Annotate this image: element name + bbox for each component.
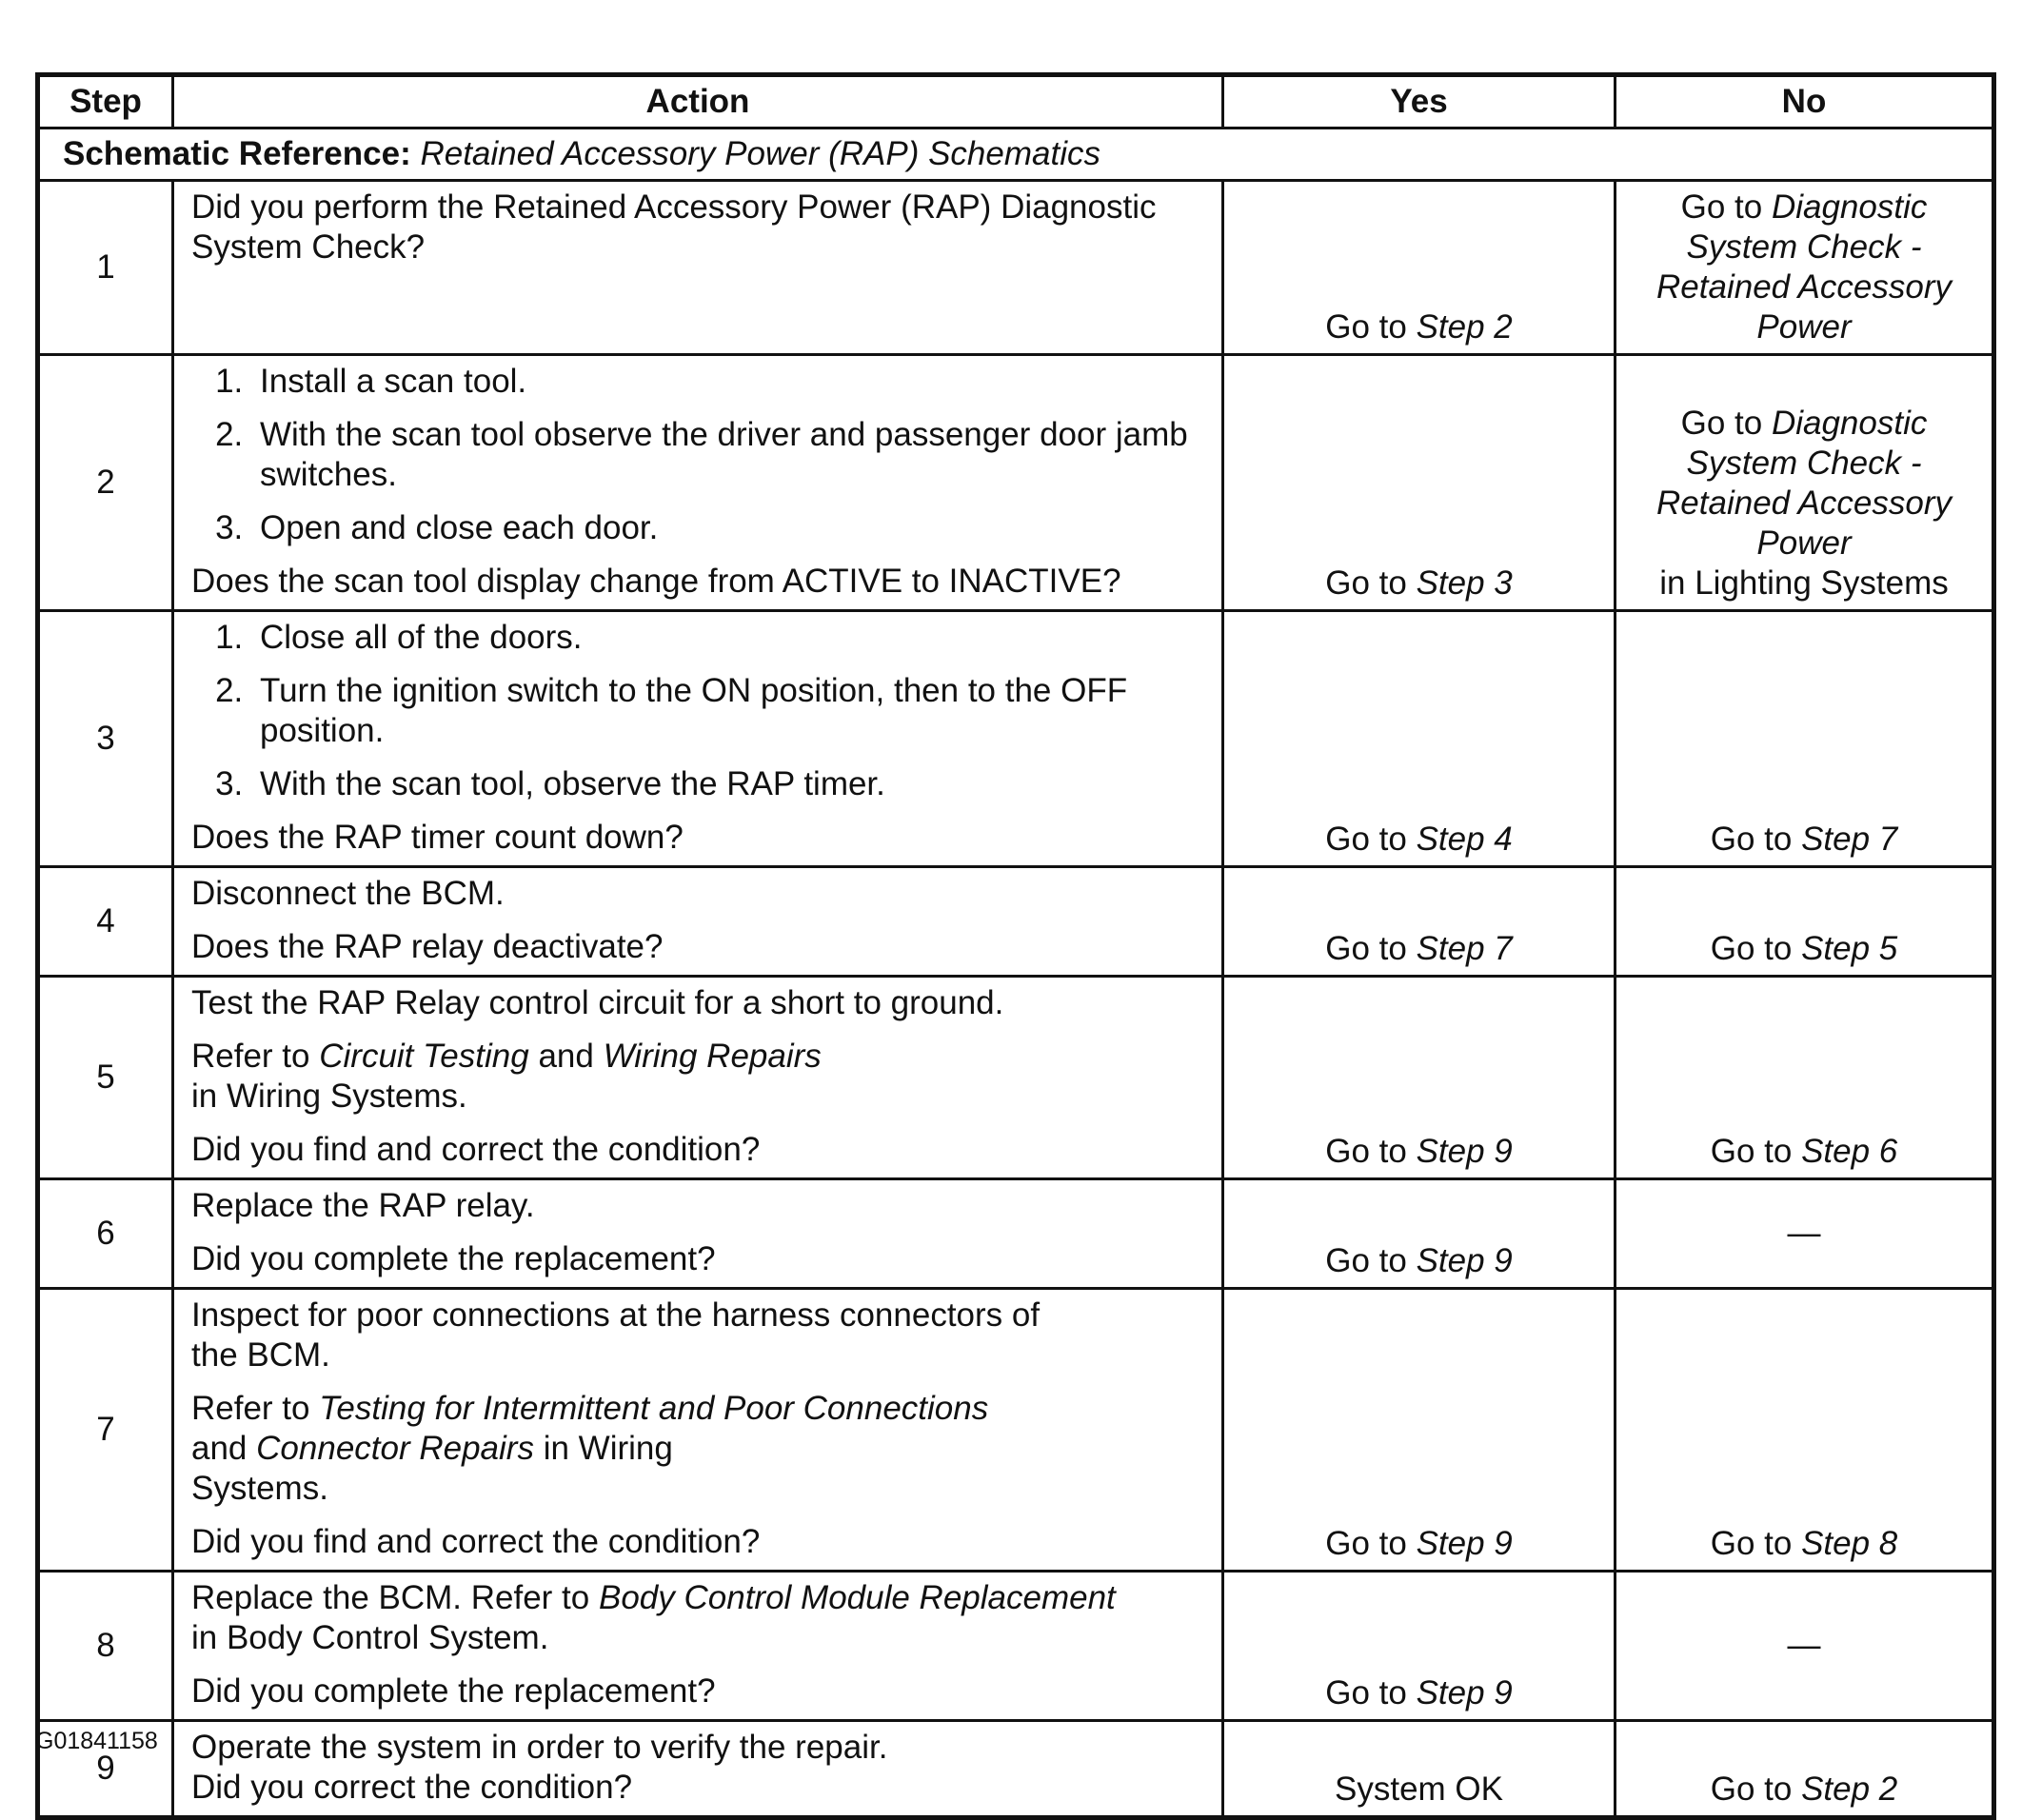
no-prefix: Go to — [1680, 188, 1763, 226]
yes-step-link[interactable]: Step 3 — [1416, 564, 1513, 602]
no-link[interactable]: Power — [1756, 524, 1852, 562]
no-link[interactable]: System Check - — [1686, 228, 1922, 266]
schematic-reference-row — [38, 129, 1994, 181]
refer-suffix: in Wiring Systems. — [191, 1078, 467, 1115]
yes-cell — [1223, 355, 1616, 611]
action-text-suffix: in Body Control System. — [191, 1619, 549, 1656]
no-cell — [1616, 1289, 1994, 1572]
refer-link-circuit-testing[interactable]: Circuit Testing — [319, 1038, 529, 1075]
action-text: Operate the system in order to verify the repair. — [191, 1729, 888, 1766]
header-step: Step — [38, 75, 173, 129]
figure-id: G01841158 — [35, 1728, 158, 1754]
no-step-link[interactable]: Step 8 — [1801, 1525, 1898, 1562]
action-steps-list — [191, 618, 1208, 804]
yes-prefix: Go to — [1325, 821, 1407, 858]
no-prefix: Go to — [1710, 930, 1793, 967]
yes-cell — [1223, 1572, 1616, 1721]
step-number: 5 — [38, 977, 173, 1179]
action-question: Did you find and correct the condition? — [191, 1523, 761, 1560]
action-question: Did you complete the replacement? — [191, 1672, 716, 1710]
no-cell — [1616, 977, 1994, 1179]
yes-prefix: Go to — [1325, 1525, 1407, 1562]
action-step-item: 1. Install a scan tool. — [252, 362, 1208, 402]
no-link[interactable]: Retained Accessory — [1656, 268, 1952, 306]
yes-prefix: Go to — [1325, 564, 1407, 602]
yes-step-link[interactable]: Step 9 — [1416, 1133, 1513, 1170]
action-question: Does the scan tool display change from ACTIVE to INACTIVE? — [191, 563, 1121, 600]
yes-prefix: Go to — [1325, 930, 1407, 967]
refer-link-bcm-replacement[interactable]: Body Control Module Replacement — [598, 1579, 1116, 1616]
diagnostic-table — [35, 72, 1996, 1820]
step-number: 4 — [38, 867, 173, 977]
no-cell: — — [1616, 1572, 1994, 1721]
step-number: 7 — [38, 1289, 173, 1572]
step-number: 2 — [38, 355, 173, 611]
step-number: 3 — [38, 611, 173, 867]
step-number: 1 — [38, 181, 173, 355]
action-text-line: Inspect for poor connections at the harness connectors of — [191, 1296, 1041, 1334]
yes-step-link[interactable]: Step 4 — [1416, 821, 1513, 858]
refer-prefix: Refer to — [191, 1038, 310, 1075]
no-cell — [1616, 1721, 1994, 1818]
action-text-prefix: Replace the BCM. Refer to — [191, 1579, 590, 1616]
action-cell — [173, 1179, 1223, 1289]
action-cell — [173, 1289, 1223, 1572]
action-step-item: 2. Turn the ignition switch to the ON position, then to the OFF position. — [252, 671, 1208, 751]
header-yes: Yes — [1223, 75, 1616, 129]
no-link[interactable]: System Check - — [1686, 445, 1922, 482]
no-step-link[interactable]: Step 6 — [1801, 1133, 1898, 1170]
schematic-reference-label: Schematic Reference: — [63, 135, 411, 172]
no-cell — [1616, 611, 1994, 867]
action-question: Does the RAP relay deactivate? — [191, 928, 664, 965]
action-text: Replace the RAP relay. — [191, 1187, 535, 1224]
action-text: Test the RAP Relay control circuit for a short to ground. — [191, 984, 1004, 1021]
schematic-reference-link[interactable]: Retained Accessory Power (RAP) Schematics — [420, 135, 1100, 172]
action-question: Did you correct the condition? — [191, 1769, 633, 1806]
header-action: Action — [173, 75, 1223, 129]
action-cell — [173, 977, 1223, 1179]
step-number: 6 — [38, 1179, 173, 1289]
action-step-item: 3. With the scan tool, observe the RAP timer. — [252, 764, 1208, 804]
no-step-link[interactable]: Step 2 — [1801, 1771, 1898, 1808]
refer-and: and — [191, 1430, 248, 1467]
table-row — [38, 977, 1994, 1179]
yes-step-link[interactable]: Step 9 — [1416, 1242, 1513, 1279]
no-cell — [1616, 181, 1994, 355]
no-link[interactable]: Diagnostic — [1771, 188, 1928, 226]
refer-prefix: Refer to — [191, 1390, 310, 1427]
action-step-item: 2. With the scan tool observe the driver and passenger door jamb switches. — [252, 415, 1208, 495]
no-link[interactable]: Retained Accessory — [1656, 485, 1952, 522]
step-number: 9 — [38, 1721, 173, 1818]
no-cell: — — [1616, 1179, 1994, 1289]
no-step-link[interactable]: Step 5 — [1801, 930, 1898, 967]
action-cell — [173, 181, 1223, 355]
header-row — [38, 75, 1994, 129]
action-cell — [173, 867, 1223, 977]
action-text: Did you perform the Retained Accessory Power (RAP) Diagnostic System Check? — [191, 188, 1157, 266]
action-text: Disconnect the BCM. — [191, 875, 505, 912]
yes-cell — [1223, 181, 1616, 355]
table-row — [38, 611, 1994, 867]
yes-cell — [1223, 1289, 1616, 1572]
schematic-reference — [38, 129, 1994, 181]
refer-suffix: in Wiring — [543, 1430, 673, 1467]
action-cell — [173, 355, 1223, 611]
action-cell — [173, 611, 1223, 867]
no-prefix: Go to — [1680, 405, 1763, 442]
yes-prefix: Go to — [1325, 1674, 1407, 1711]
action-step-item: 3. Open and close each door. — [252, 508, 1208, 548]
refer-and: and — [538, 1038, 594, 1075]
yes-step-link[interactable]: Step 9 — [1416, 1525, 1513, 1562]
refer-link-wiring-repairs[interactable]: Wiring Repairs — [603, 1038, 822, 1075]
yes-prefix: Go to — [1325, 1133, 1407, 1170]
no-prefix: Go to — [1710, 1525, 1793, 1562]
action-step-item: 1. Close all of the doors. — [252, 618, 1208, 658]
table-row — [38, 1572, 1994, 1721]
table-row — [38, 355, 1994, 611]
no-prefix: Go to — [1710, 821, 1793, 858]
no-link[interactable]: Diagnostic — [1771, 405, 1928, 442]
table-row — [38, 1289, 1994, 1572]
table-row — [38, 1179, 1994, 1289]
yes-cell — [1223, 977, 1616, 1179]
yes-cell: System OK — [1223, 1721, 1616, 1818]
no-cell — [1616, 355, 1994, 611]
yes-prefix: Go to — [1325, 308, 1407, 346]
table-row — [38, 181, 1994, 355]
action-question: Did you find and correct the condition? — [191, 1131, 761, 1168]
yes-step-link[interactable]: Step 2 — [1416, 308, 1513, 346]
action-cell — [173, 1721, 1223, 1818]
action-refer — [191, 1389, 1208, 1509]
no-suffix: in Lighting Systems — [1659, 564, 1949, 602]
yes-prefix: Go to — [1325, 1242, 1407, 1279]
no-prefix: Go to — [1710, 1771, 1793, 1808]
action-text-line: the BCM. — [191, 1336, 330, 1374]
action-question: Did you complete the replacement? — [191, 1240, 716, 1277]
yes-cell — [1223, 611, 1616, 867]
refer-suffix: Systems. — [191, 1470, 328, 1507]
action-text — [191, 1296, 1208, 1375]
yes-step-link[interactable]: Step 9 — [1416, 1674, 1513, 1711]
action-question: Does the RAP timer count down? — [191, 819, 684, 856]
header-no: No — [1616, 75, 1994, 129]
table-row — [38, 1721, 1994, 1818]
step-number: 8 — [38, 1572, 173, 1721]
no-cell — [1616, 867, 1994, 977]
yes-step-link[interactable]: Step 7 — [1416, 930, 1513, 967]
refer-link-testing-intermittent[interactable]: Testing for Intermittent and Poor Connections — [319, 1390, 989, 1427]
yes-cell — [1223, 1179, 1616, 1289]
action-cell — [173, 1572, 1223, 1721]
refer-link-connector-repairs[interactable]: Connector Repairs — [256, 1430, 534, 1467]
table-row — [38, 867, 1994, 977]
yes-cell — [1223, 867, 1616, 977]
action-steps-list — [191, 362, 1208, 548]
no-prefix: Go to — [1710, 1133, 1793, 1170]
action-refer — [191, 1037, 1208, 1117]
no-step-link[interactable]: Step 7 — [1801, 821, 1898, 858]
no-link[interactable]: Power — [1756, 308, 1852, 346]
action-text — [191, 1578, 1208, 1658]
